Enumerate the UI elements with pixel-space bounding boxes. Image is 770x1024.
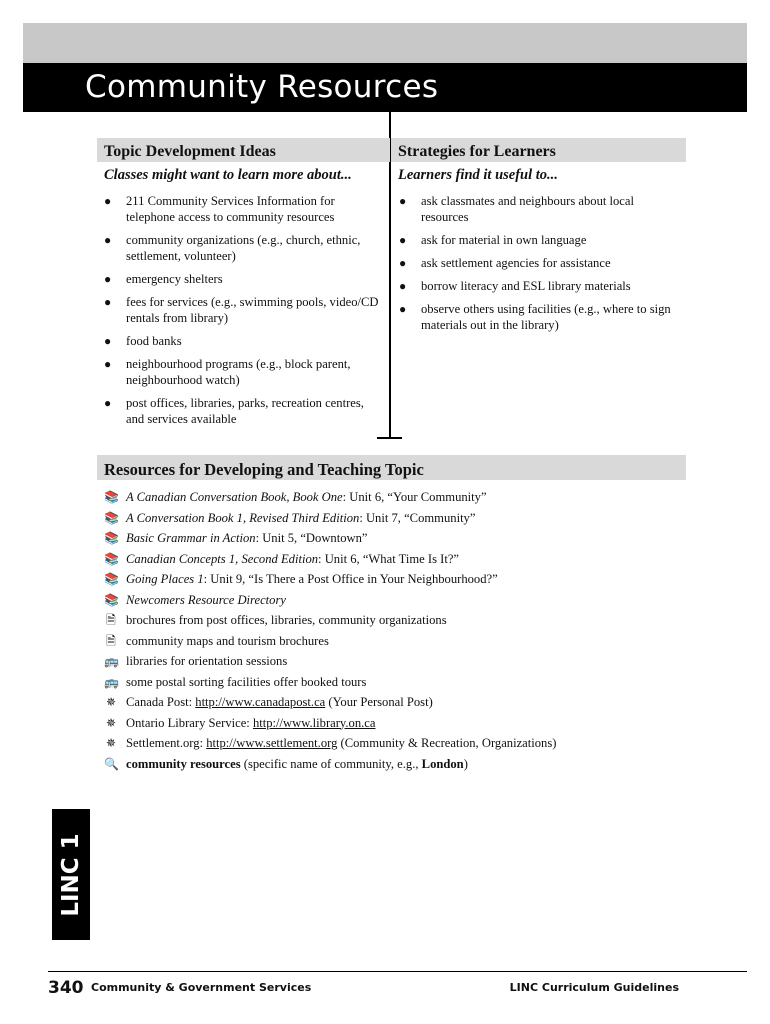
resource-title: Newcomers Resource Directory: [126, 592, 286, 607]
footer-section: Community & Government Services: [91, 981, 312, 994]
list-item-text: community organizations (e.g., church, ethnic, settlement, volunteer): [126, 233, 361, 263]
resource-detail: : Unit 6, “Your Community”: [342, 490, 487, 504]
document-icon: 🗎: [106, 633, 116, 648]
resource-item: [104, 733, 556, 754]
resource-title: Going Places 1: [126, 572, 204, 586]
resource-link[interactable]: http://www.canadapost.ca: [195, 695, 326, 709]
resource-title: A Conversation Book 1, Revised Third Edition: [126, 510, 360, 525]
page-title: Community Resources: [85, 69, 439, 105]
resource-item: [104, 549, 556, 570]
bullet-icon: ●: [399, 194, 407, 208]
list-item: [99, 356, 384, 388]
strategies-subheading: Learners find it useful to...: [398, 167, 558, 183]
book-icon: 📚: [104, 572, 119, 586]
list-item: [394, 301, 674, 333]
resource-detail: : Unit 5, “Downtown”: [255, 531, 368, 545]
column-divider-foot: [377, 437, 402, 439]
list-item: [394, 232, 674, 248]
bullet-icon: ●: [104, 295, 112, 309]
resource-note: (Your Personal Post): [325, 695, 433, 709]
resource-item: [104, 754, 556, 775]
bus-icon: 🚌: [104, 654, 119, 668]
resource-item: [104, 528, 556, 549]
bullet-icon: ●: [399, 302, 407, 316]
strategies-list: [394, 193, 674, 340]
web-icon: ✵: [105, 695, 117, 709]
resource-detail: : Unit 9, “Is There a Post Office in Your Neighbourhood?”: [203, 572, 498, 586]
list-item: [394, 278, 674, 294]
list-item-text: borrow literacy and ESL library materials: [421, 279, 631, 293]
book-icon: 📚: [104, 490, 119, 504]
list-item-text: ask classmates and neighbours about local resources: [421, 194, 634, 224]
list-item-text: ask for material in own language: [421, 233, 587, 247]
document-icon: 🗎: [106, 613, 116, 627]
bullet-icon: ●: [104, 194, 112, 208]
web-icon: ✵: [105, 715, 117, 730]
resource-detail: : Unit 7, “Community”: [359, 510, 476, 525]
bullet-icon: ●: [104, 357, 112, 371]
list-item: [99, 271, 384, 287]
bullet-icon: ●: [399, 233, 407, 247]
bus-icon: 🚌: [104, 674, 119, 689]
book-icon: 📚: [104, 592, 119, 607]
list-item-text: post offices, libraries, parks, recreation centres, and services available: [126, 396, 364, 426]
resource-item: [104, 508, 556, 529]
list-item-text: ask settlement agencies for assistance: [421, 256, 611, 270]
list-item: [99, 232, 384, 264]
resource-item: [104, 569, 556, 590]
resource-item: [104, 651, 556, 672]
resource-detail: : Unit 6, “What Time Is It?”: [318, 551, 460, 566]
list-item: [394, 193, 674, 225]
footer-rule: [48, 971, 747, 972]
search-note: (specific name of community, e.g.,: [240, 756, 422, 771]
list-item-text: 211 Community Services Information for telephone access to community resources: [126, 194, 335, 224]
list-item-text: neighbourhood programs (e.g., block parent, neighbourhood watch): [126, 357, 351, 387]
list-item: [99, 193, 384, 225]
book-icon: 📚: [104, 510, 119, 525]
resource-text: brochures from post offices, libraries, community organizations: [126, 613, 447, 627]
header-gray-band: [23, 23, 747, 63]
resource-title: Canadian Concepts 1, Second Edition: [126, 551, 319, 566]
resource-label: Settlement.org:: [126, 736, 207, 750]
topics-heading: Topic Development Ideas: [97, 138, 390, 162]
resource-label: Ontario Library Service:: [126, 715, 253, 730]
book-icon: 📚: [104, 551, 119, 566]
search-note-end: ): [463, 756, 468, 771]
resource-title: A Canadian Conversation Book, Book One: [126, 490, 343, 504]
search-term: community resources: [126, 756, 241, 771]
side-tab-label: LINC 1: [58, 832, 84, 917]
list-item: [99, 294, 384, 326]
magnifier-icon: 🔍: [104, 756, 119, 771]
list-item: [99, 395, 384, 427]
resources-heading: Resources for Developing and Teaching Topic: [97, 455, 686, 480]
resource-link[interactable]: http://www.library.on.ca: [252, 715, 376, 730]
web-icon: ✵: [105, 736, 117, 750]
list-item: [99, 333, 384, 349]
page-number: 340: [48, 978, 84, 998]
list-item-text: food banks: [126, 334, 182, 348]
search-example: London: [421, 756, 464, 771]
list-item-text: emergency shelters: [126, 272, 223, 286]
footer-publication: LINC Curriculum Guidelines: [509, 981, 679, 994]
resource-title: Basic Grammar in Action: [126, 531, 256, 545]
resource-item: [104, 713, 556, 734]
resource-text: some postal sorting facilities offer booked tours: [126, 674, 367, 689]
bullet-icon: ●: [104, 334, 112, 348]
title-bar: [23, 63, 747, 112]
side-tab: [52, 809, 90, 940]
bullet-icon: ●: [399, 256, 407, 270]
bullet-icon: ●: [399, 279, 407, 293]
list-item-text: observe others using facilities (e.g., where to sign materials out in the library): [421, 302, 671, 332]
topics-list: [99, 193, 384, 434]
topics-subheading: Classes might want to learn more about...: [104, 167, 352, 183]
resource-item: [104, 487, 556, 508]
resource-text: libraries for orientation sessions: [126, 654, 288, 668]
resource-link[interactable]: http://www.settlement.org: [206, 736, 338, 750]
resource-item: [104, 631, 556, 652]
resource-label: Canada Post:: [126, 695, 196, 709]
bullet-icon: ●: [104, 272, 112, 286]
list-item: [394, 255, 674, 271]
bullet-icon: ●: [104, 396, 112, 410]
resource-item: [104, 692, 556, 713]
book-icon: 📚: [104, 531, 119, 545]
resource-item: [104, 610, 556, 631]
bullet-icon: ●: [104, 233, 112, 247]
resource-item: [104, 590, 556, 611]
resource-text: community maps and tourism brochures: [126, 633, 329, 648]
resource-item: [104, 672, 556, 693]
list-item-text: fees for services (e.g., swimming pools, video/CD rentals from library): [126, 295, 379, 325]
resources-list: [104, 487, 556, 774]
strategies-heading: Strategies for Learners: [391, 138, 686, 162]
resource-note: (Community & Recreation, Organizations): [337, 736, 557, 750]
